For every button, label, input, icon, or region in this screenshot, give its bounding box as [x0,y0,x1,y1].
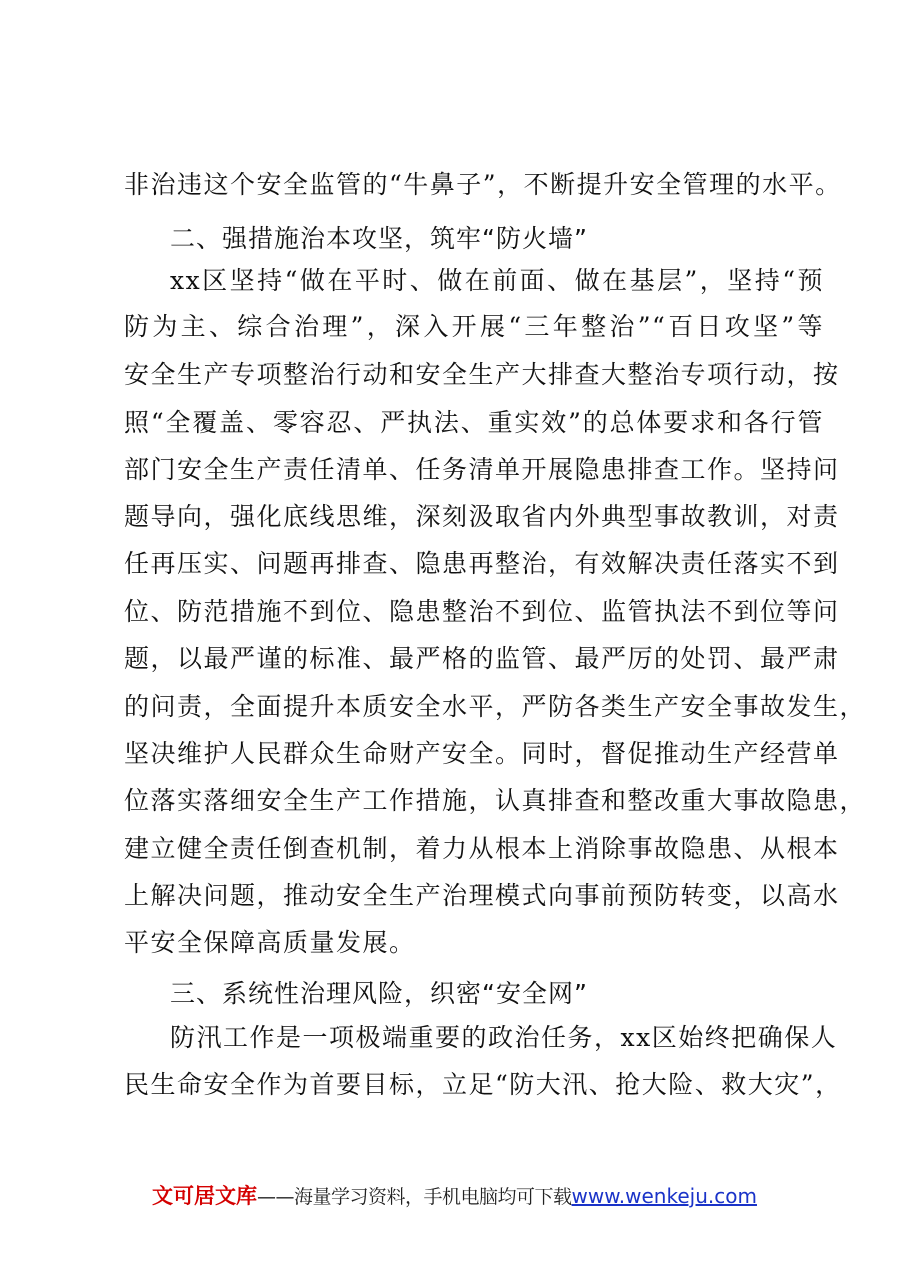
body-text-line: 防为主、综合治理”，深入开展“三年整治”“百日攻坚”等 [124,312,824,341]
footer-brand: 文可居文库 [152,1184,258,1208]
body-text-line: 坚决维护人民群众生命财产安全。同时，督促推动生产经营单 [124,739,840,768]
body-text-line: xx区坚持“做在平时、做在前面、做在基层”，坚持“预 [170,266,824,295]
body-text-line: 非治违这个安全监管的“牛鼻子”，不断提升安全管理的水平。 [124,170,842,199]
body-text-line: 防汛工作是一项极端重要的政治任务，xx区始终把确保人 [170,1023,838,1052]
footer-tagline: ——海量学习资料，手机电脑均可下载 [257,1186,572,1208]
body-text-line: 安全生产专项整治行动和安全生产大排查大整治专项行动，按 [124,360,840,389]
body-text-line: 民生命安全作为首要目标，立足“防大汛、抢大险、救大灾”， [124,1070,842,1099]
body-text-line: 题，以最严谨的标准、最严格的监管、最严厉的处罚、最严肃 [124,644,840,673]
section-heading: 三、系统性治理风险，织密“安全网” [170,979,588,1008]
body-text-line: 部门安全生产责任清单、任务清单开展隐患排查工作。坚持问 [124,455,840,484]
body-text-line: 任再压实、问题再排查、隐患再整治，有效解决责任落实不到 [124,549,840,578]
body-text-line: 位、防范措施不到位、隐患整治不到位、监管执法不到位等问 [124,597,840,626]
footer-banner [0,1180,909,1210]
body-text-line: 的问责，全面提升本质安全水平，严防各类生产安全事故发生， [124,692,867,721]
body-text-line: 题导向，强化底线思维，深刻汲取省内外典型事故教训，对责 [124,502,840,531]
body-text-line: 位落实落细安全生产工作措施，认真排查和整改重大事故隐患， [124,786,867,815]
body-text-line: 平安全保障高质量发展。 [124,928,416,957]
footer-url-link[interactable]: www.wenkeju.com [571,1184,757,1208]
body-text-line: 照“全覆盖、零容忍、严执法、重实效”的总体要求和各行管 [124,408,824,437]
body-text-line: 建立健全责任倒查机制，着力从根本上消除事故隐患、从根本 [124,834,840,863]
section-heading: 二、强措施治本攻坚，筑牢“防火墙” [170,224,588,253]
body-text-line: 上解决问题，推动安全生产治理模式向事前预防转变，以高水 [124,881,840,910]
